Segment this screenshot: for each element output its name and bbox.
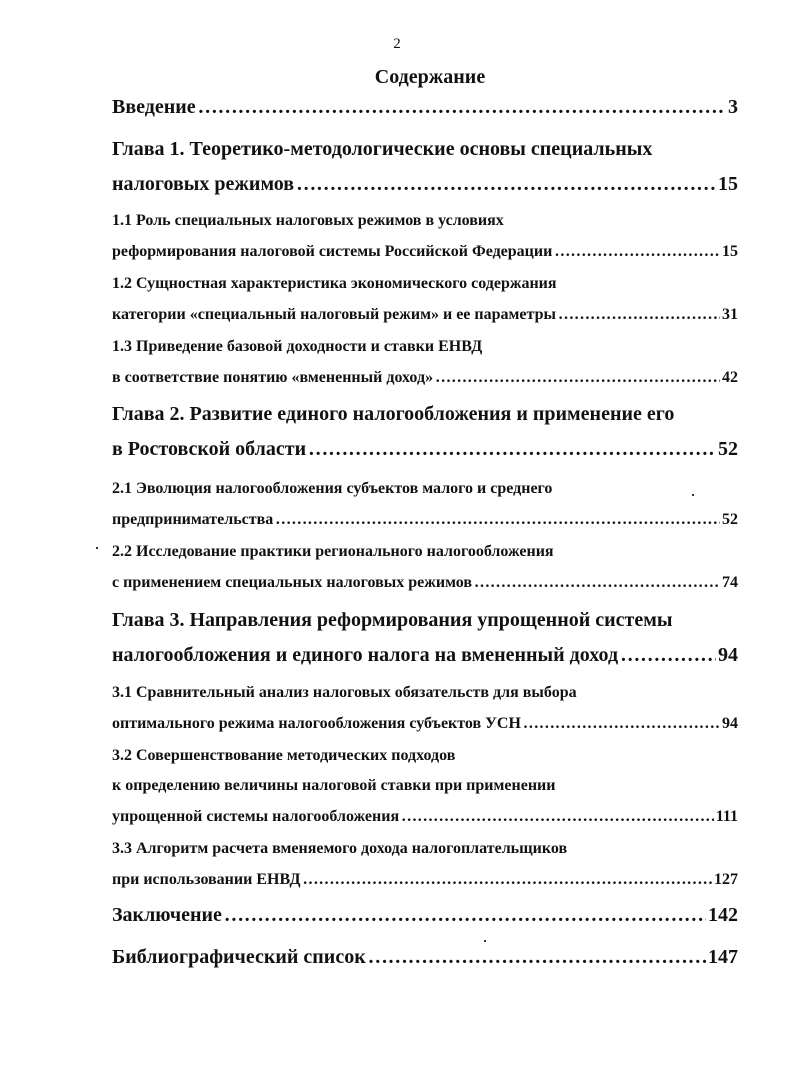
dot-leader <box>224 904 706 927</box>
toc-entry-page: 31 <box>722 306 738 323</box>
toc-entry-page: 127 <box>714 871 738 888</box>
dot-leader <box>558 306 720 324</box>
toc-entry-text: упрощенной системы налогообложения <box>112 808 400 825</box>
toc-section-1-3-heading[interactable] <box>112 338 738 356</box>
toc-entry-text: в Ростовской области <box>112 438 307 460</box>
toc-entry-text: 3.2 Совершенствование методических подходов <box>112 747 456 764</box>
toc-section-1-1-heading[interactable] <box>112 212 738 230</box>
toc-section-3-2-heading-cont[interactable] <box>112 777 738 795</box>
toc-section-3-2-heading[interactable] <box>112 747 738 765</box>
toc-entry-text: 2.2 Исследование практики регионального налогообложения <box>112 543 554 560</box>
toc-section-3-1-heading[interactable] <box>112 684 738 702</box>
toc-section-2-2-heading[interactable] <box>112 543 738 561</box>
toc-section-1-2[interactable] <box>112 306 738 324</box>
toc-entry-text: с применением специальных налоговых режимов <box>112 574 473 591</box>
toc-bibliography[interactable] <box>112 946 738 969</box>
toc-section-2-1-heading[interactable] <box>112 480 738 498</box>
toc-entry-page: 147 <box>708 946 738 968</box>
toc-entry-text: к определению величины налоговой ставки при применении <box>112 777 556 794</box>
toc-conclusion[interactable] <box>112 904 738 927</box>
toc-chapter-2-heading[interactable] <box>112 403 738 426</box>
toc-entry-text: налогообложения и единого налога на вмененный доход <box>112 644 619 666</box>
toc-entry-text: предпринимательства <box>112 511 274 528</box>
toc-entry-page: 52 <box>718 438 738 460</box>
toc-entry-page: 42 <box>722 369 738 386</box>
scan-speck <box>484 940 486 942</box>
toc-chapter-1[interactable] <box>112 173 738 196</box>
toc-entry-page: 15 <box>722 243 738 260</box>
dot-leader <box>368 946 706 969</box>
toc-entry-text: реформирования налоговой системы Российской Федерации <box>112 243 553 260</box>
dot-leader <box>523 715 720 733</box>
dot-leader <box>620 644 716 667</box>
toc-chapter-1-heading[interactable] <box>112 138 738 161</box>
toc-section-3-1[interactable] <box>112 715 738 733</box>
toc-entry-text: в соответствие понятию «вмененный доход» <box>112 369 434 386</box>
toc-entry-page: 111 <box>715 808 738 825</box>
toc-title: Содержание <box>374 66 486 88</box>
toc-entry-page: 74 <box>722 574 738 591</box>
toc-entry-page: 15 <box>718 173 738 195</box>
toc-entry-text: налоговых режимов <box>112 173 295 195</box>
toc-entry-text: Глава 1. Теоретико-методологические основы специальных <box>112 138 653 160</box>
toc-chapter-2[interactable] <box>112 438 738 461</box>
toc-entry-text: 1.1 Роль специальных налоговых режимов в условиях <box>112 212 504 229</box>
toc-section-1-2-heading[interactable] <box>112 275 738 293</box>
toc-entry-text: Заключение <box>112 904 222 926</box>
toc-entry-page: 52 <box>722 511 738 528</box>
toc-entry-page: 142 <box>708 904 738 926</box>
dot-leader <box>401 808 714 826</box>
toc-entry-text: при использовании ЕНВД <box>112 871 301 888</box>
scan-speck <box>96 547 98 549</box>
toc-entry-text: 1.3 Приведение базовой доходности и ставки ЕНВД <box>112 338 483 355</box>
toc-section-1-1[interactable] <box>112 243 738 261</box>
toc-entry-text: оптимального режима налогообложения субъектов УСН <box>112 715 521 732</box>
toc-entry-text: 3.3 Алгоритм расчета вменяемого дохода налогоплательщиков <box>112 840 568 857</box>
toc-section-3-3[interactable] <box>112 871 738 889</box>
toc-section-3-3-heading[interactable] <box>112 840 738 858</box>
dot-leader <box>198 96 726 119</box>
dot-leader <box>554 243 720 261</box>
dot-leader <box>308 438 716 461</box>
page-number: 2 <box>393 36 401 52</box>
toc-section-2-2[interactable] <box>112 574 738 592</box>
toc-entry-text: категории «специальный налоговый режим» и ее параметры <box>112 306 556 323</box>
toc-entry-text: 2.1 Эволюция налогообложения субъектов малого и среднего <box>112 480 553 497</box>
scan-speck <box>692 494 694 496</box>
dot-leader <box>303 871 712 889</box>
dot-leader <box>435 369 720 387</box>
toc-entry-text: Введение <box>112 96 196 118</box>
toc-chapter-3-heading[interactable] <box>112 609 738 632</box>
toc-section-1-3[interactable] <box>112 369 738 387</box>
toc-entry-page: 3 <box>728 96 738 118</box>
toc-section-2-1[interactable] <box>112 511 738 529</box>
toc-chapter-3[interactable] <box>112 644 738 667</box>
toc-entry-introduction[interactable] <box>112 96 738 119</box>
toc-entry-text: 1.2 Сущностная характеристика экономического содержания <box>112 275 557 292</box>
toc-entry-page: 94 <box>718 644 738 666</box>
toc-entry-text: Глава 2. Развитие единого налогообложения и применение его <box>112 403 675 425</box>
dot-leader <box>275 511 720 529</box>
toc-entry-text: 3.1 Сравнительный анализ налоговых обязательств для выбора <box>112 684 577 701</box>
dot-leader <box>296 173 716 196</box>
toc-entry-text: Библиографический список <box>112 946 366 968</box>
dot-leader <box>474 574 720 592</box>
toc-entry-text: Глава 3. Направления реформирования упрощенной системы <box>112 609 673 631</box>
toc-section-3-2[interactable] <box>112 808 738 826</box>
toc-entry-page: 94 <box>722 715 738 732</box>
